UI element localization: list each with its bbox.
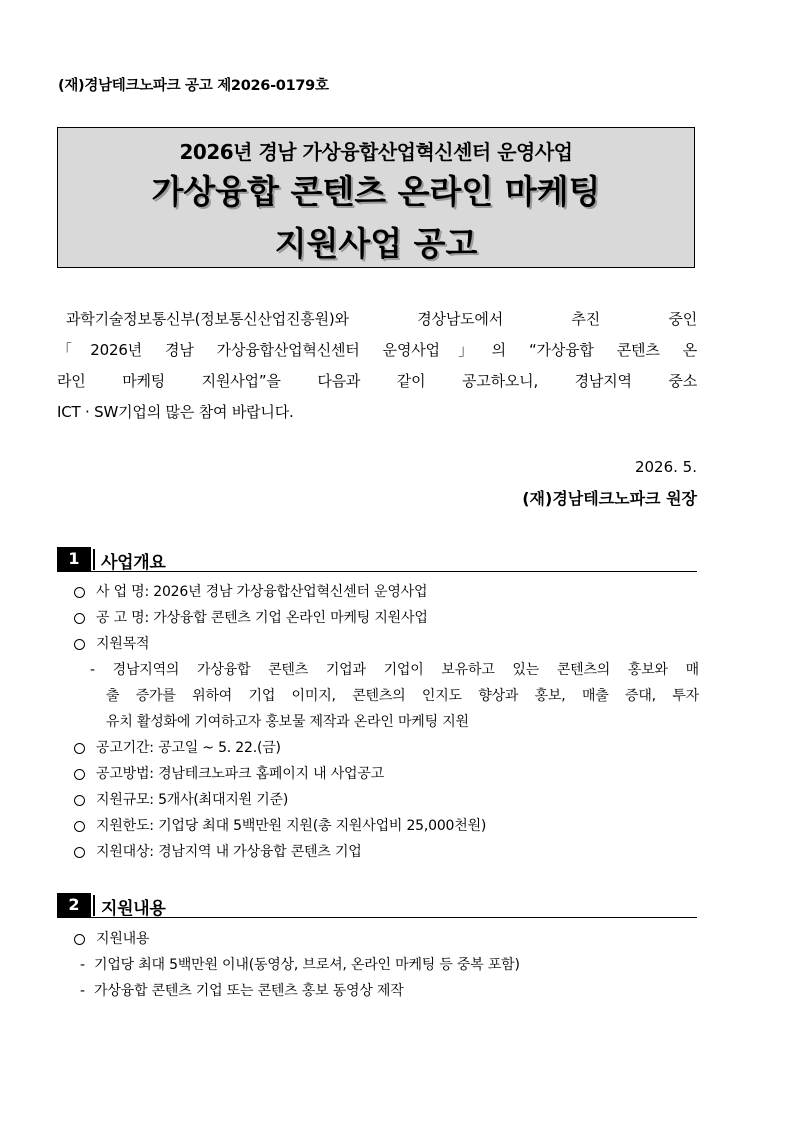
purpose-line: 유치 활성화에 기여하고자 홍보물 제작과 온라인 마케팅 지원	[106, 714, 469, 730]
signer: (재)경남테크노파크 원장	[522, 489, 697, 508]
section-header-overview	[57, 547, 697, 572]
list-item: 공고기간: 공고일 ~ 5. 22.(금)	[74, 735, 699, 761]
section-support-list	[74, 926, 699, 1004]
section-title: 사업개요	[101, 553, 166, 573]
circle-bullet-icon	[74, 795, 85, 806]
list-item: 지원한도: 기업당 최대 5백만원 지원(총 지원사업비 25,000천원)	[74, 813, 699, 839]
intro-line: 「2026년 경남 가상융합산업혁신센터 운영사업」의 “가상융합 콘텐츠 온	[57, 341, 697, 359]
dash-marker: -	[80, 957, 85, 973]
circle-bullet-icon	[74, 587, 85, 598]
title-subtitle: 2026년 경남 가상융합산업혁신센터 운영사업	[179, 140, 573, 164]
title-main-line2: 지원사업 공고	[274, 224, 478, 263]
purpose-line: 출 증가를 위하여 기업 이미지, 콘텐츠의 인지도 향상과 홍보, 매출 증대, 투자	[106, 688, 699, 704]
dash-marker: -	[80, 983, 85, 999]
title-main-line1: 가상융합 콘텐츠 온라인 마케팅	[151, 172, 601, 211]
purpose-line: - 경남지역의 가상융합 콘텐츠 기업과 기업이 보유하고 있는 콘텐츠의 홍보와 매	[90, 662, 699, 678]
circle-bullet-icon	[74, 613, 85, 624]
circle-bullet-icon	[74, 743, 85, 754]
purpose-description	[90, 657, 699, 735]
list-item: 지원목적	[74, 631, 699, 657]
list-item: 사 업 명: 2026년 경남 가상융합산업혁신센터 운영사업	[74, 579, 699, 605]
section-overview-list	[74, 579, 699, 865]
section-header-support	[57, 893, 697, 918]
section-number: 2	[57, 893, 91, 917]
announcement-date: 2026. 5.	[634, 458, 697, 476]
circle-bullet-icon	[74, 934, 85, 945]
circle-bullet-icon	[74, 847, 85, 858]
list-item: 지원내용	[74, 926, 699, 952]
circle-bullet-icon	[74, 639, 85, 650]
section-title: 지원내용	[101, 899, 166, 919]
list-item: 공고방법: 경남테크노파크 홈페이지 내 사업공고	[74, 761, 699, 787]
circle-bullet-icon	[74, 821, 85, 832]
title-box	[57, 127, 695, 268]
list-item: 지원규모: 5개사(최대지원 기준)	[74, 787, 699, 813]
notice-number: (재)경남테크노파크 공고 제2026-0179호	[58, 78, 329, 94]
intro-line: ICT · SW기업의 많은 참여 바랍니다.	[57, 403, 294, 421]
section-divider	[93, 895, 95, 916]
intro-line: 라인 마케팅 지원사업”을 다음과 같이 공고하오니, 경남지역 중소	[57, 372, 697, 390]
sub-item: - 가상융합 콘텐츠 기업 또는 콘텐츠 홍보 동영상 제작	[80, 978, 705, 1004]
section-number: 1	[57, 547, 91, 571]
section-divider	[93, 549, 95, 570]
list-item: 공 고 명: 가상융합 콘텐츠 기업 온라인 마케팅 지원사업	[74, 605, 699, 631]
intro-line: 과학기술정보통신부(정보통신산업진흥원)와 경상남도에서 추진 중인	[66, 310, 697, 328]
circle-bullet-icon	[74, 769, 85, 780]
list-item: 지원대상: 경남지역 내 가상융합 콘텐츠 기업	[74, 839, 699, 865]
sub-item: - 기업당 최대 5백만원 이내(동영상, 브로셔, 온라인 마케팅 등 중복 포함)	[80, 952, 705, 978]
intro-paragraph	[57, 304, 697, 428]
